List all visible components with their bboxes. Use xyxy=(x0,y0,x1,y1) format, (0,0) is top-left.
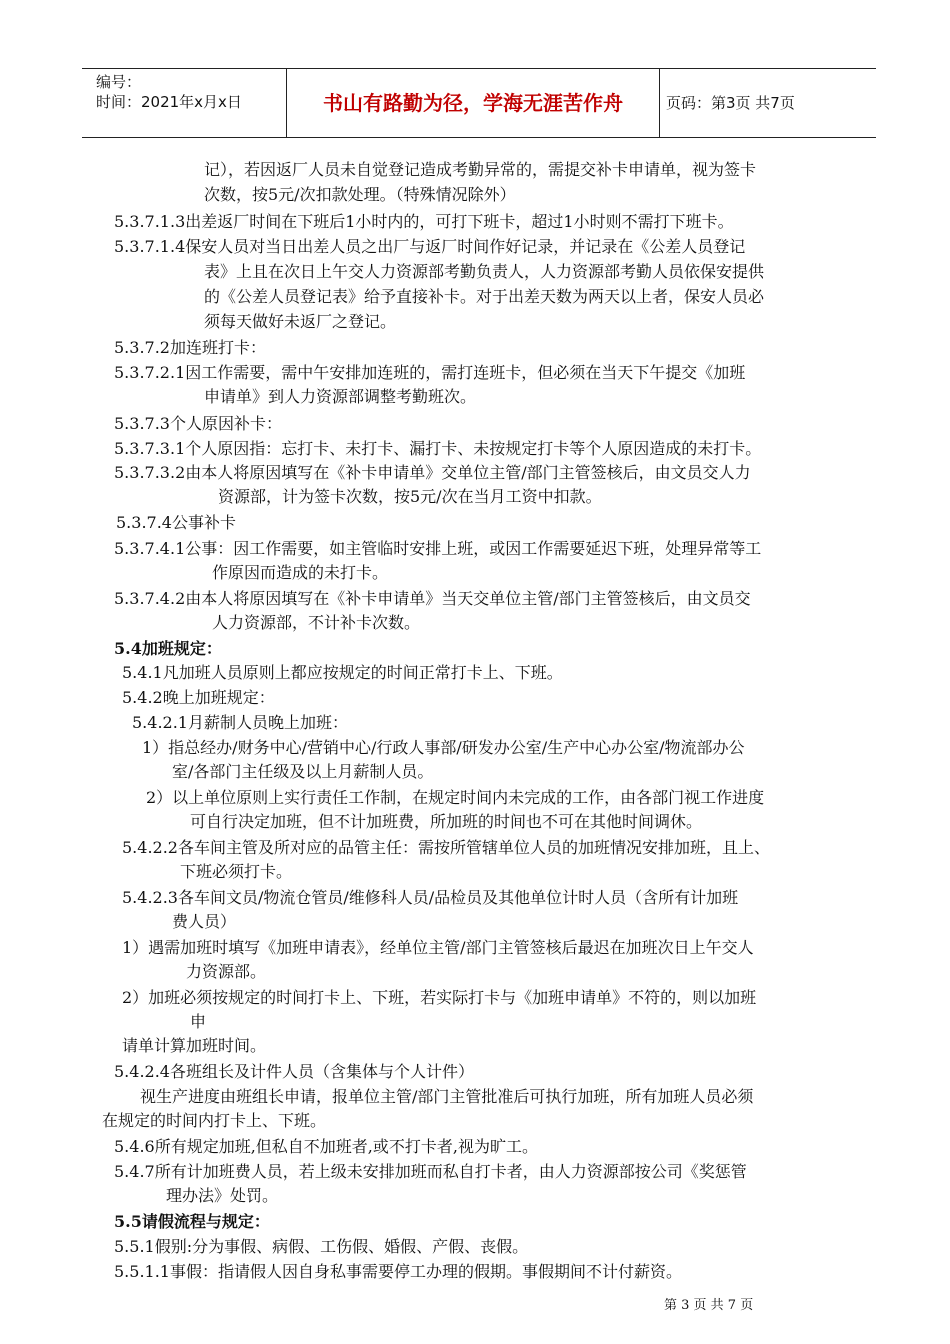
text-line: 5.4.1凡加班人员原则上都应按规定的时间正常打卡上、下班。 xyxy=(122,663,563,682)
text-line: 5.3.7.3.2由本人将原因填写在《补卡申请单》交单位主管/部门主管签核后，由文员交人力 xyxy=(114,463,751,482)
text-line: 作原因而造成的未打卡。 xyxy=(212,563,389,582)
text-line: 5.3.7.4公事补卡 xyxy=(116,513,236,532)
header-info-cell xyxy=(82,69,287,137)
text-line: 人力资源部，不计补卡次数。 xyxy=(212,613,421,632)
text-line: 5.4.6所有规定加班,但私自不加班者,或不打卡者,视为旷工。 xyxy=(114,1137,538,1156)
text-line: 申请单》到人力资源部调整考勤班次。 xyxy=(204,387,477,406)
text-line: 理办法》处罚。 xyxy=(166,1186,279,1205)
text-line: 在规定的时间内打卡上、下班。 xyxy=(102,1111,327,1130)
text-line: 室/各部门主任级及以上月薪制人员。 xyxy=(172,762,434,781)
doc-time-label: 时间：2021年x月x日 xyxy=(96,93,242,111)
text-line: 资源部，计为签卡次数，按5元/次在当月工资中扣款。 xyxy=(218,487,602,506)
text-line: 2）以上单位原则上实行责任工作制，在规定时间内未完成的工作，由各部门视工作进度 xyxy=(146,788,765,807)
text-line: 可自行决定加班，但不计加班费，所加班的时间也不可在其他时间调休。 xyxy=(190,812,703,831)
text-line: 5.3.7.4.2由本人将原因填写在《补卡申请单》当天交单位主管/部门主管签核后，由文员交 xyxy=(114,589,751,608)
text-line: 5.4.2晚上加班规定： xyxy=(122,688,275,707)
text-line: 5.3.7.3个人原因补卡： xyxy=(114,414,282,433)
section-heading: 5.4加班规定： xyxy=(114,639,222,658)
text-line: 5.4.2.1月薪制人员晚上加班： xyxy=(132,713,348,732)
text-line: 力资源部。 xyxy=(186,962,267,981)
text-line: 5.4.7所有计加班费人员，若上级未安排加班而私自打卡者，由人力资源部按公司《奖惩管 xyxy=(114,1162,747,1181)
text-line: 下班必须打卡。 xyxy=(180,862,293,881)
text-line: 表》上且在次日上午交人力资源部考勤负责人，人力资源部考勤人员依保安提供 xyxy=(204,262,765,281)
text-line: 5.4.2.2各车间主管及所对应的品管主任：需按所管辖单位人员的加班情况安排加班，且上、 xyxy=(122,838,770,857)
text-line: 5.3.7.1.4保安人员对当日出差人员之出厂与返厂时间作好记录，并记录在《公差人员登记 xyxy=(114,237,746,256)
text-line: 5.3.7.4.1公事：因工作需要，如主管临时安排上班，或因工作需要延迟下班，处理异常等工 xyxy=(114,539,762,558)
text-line: 记），若因返厂人员未自觉登记造成考勤异常的，需提交补卡申请单，视为签卡 xyxy=(204,160,757,179)
section-heading: 5.5请假流程与规定： xyxy=(114,1212,270,1231)
text-line: 5.5.1假别:分为事假、病假、工伤假、婚假、产假、丧假。 xyxy=(114,1237,529,1256)
text-line: 5.3.7.2加连班打卡： xyxy=(114,338,266,357)
text-line: 请单计算加班时间。 xyxy=(122,1036,267,1055)
text-line: 5.3.7.1.3出差返厂时间在下班后1小时内的，可打下班卡，超过1小时则不需打下班卡。 xyxy=(114,212,734,231)
page-footer: 第 3 页 共 7 页 xyxy=(664,1298,754,1313)
text-line: 的《公差人员登记表》给予直接补卡。对于出差天数为两天以上者，保安人员必 xyxy=(204,287,765,306)
text-line: 申 xyxy=(190,1012,207,1031)
text-line: 5.3.7.3.1个人原因指：忘打卡、未打卡、漏打卡、未按规定打卡等个人原因造成的未打卡。 xyxy=(114,439,762,458)
doc-number-label: 编号： xyxy=(96,73,142,91)
page-header xyxy=(82,68,876,138)
header-page-number: 页码：第3页 共7页 xyxy=(666,94,795,112)
text-line: 1）遇需加班时填写《加班申请表》，经单位主管/部门主管签核后最迟在加班次日上午交人 xyxy=(122,938,754,957)
text-line: 视生产进度由班组长申请，报单位主管/部门主管批准后可执行加班，所有加班人员必须 xyxy=(140,1087,754,1106)
text-line: 5.4.2.4各班组长及计件人员（含集体与个人计件） xyxy=(114,1062,474,1081)
text-line: 次数，按5元/次扣款处理。（特殊情况除外） xyxy=(204,185,516,204)
header-motto: 书山有路勤为径，学海无涯苦作舟 xyxy=(287,69,660,137)
text-line: 须每天做好未返厂之登记。 xyxy=(204,312,397,331)
text-line: 5.5.1.1事假：指请假人因自身私事需要停工办理的假期。事假期间不计付薪资。 xyxy=(114,1262,682,1281)
text-line: 费人员） xyxy=(172,912,237,931)
text-line: 1）指总经办/财务中心/营销中心/行政人事部/研发办公室/生产中心办公室/物流部办公 xyxy=(142,738,745,757)
text-line: 5.4.2.3各车间文员/物流仓管员/维修科人员/品检员及其他单位计时人员（含所有计加班 xyxy=(122,888,739,907)
text-line: 2）加班必须按规定的时间打卡上、下班，若实际打卡与《加班申请单》不符的，则以加班 xyxy=(122,988,757,1007)
text-line: 5.3.7.2.1因工作需要，需中午安排加连班的，需打连班卡，但必须在当天下午提交《加班 xyxy=(114,363,746,382)
